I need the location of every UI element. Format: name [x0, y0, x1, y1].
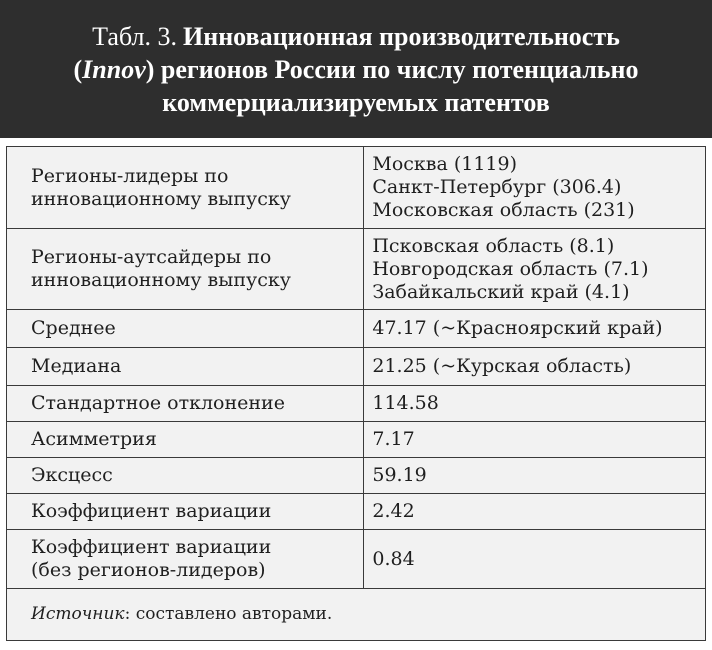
table-row [7, 229, 706, 310]
row-value: 21.25 (~Курская область) [364, 348, 706, 386]
caption-title-part-1: Инновационная производительность [182, 21, 620, 51]
table-row [7, 458, 706, 494]
statistics-table [6, 146, 706, 641]
row-label: Стандартное отклонение [7, 386, 364, 422]
table-row [7, 494, 706, 530]
table-row [7, 147, 706, 229]
table-source-note [7, 589, 706, 641]
row-label: Коэффициент вариации [7, 494, 364, 530]
source-label: Источник [31, 604, 125, 624]
row-label: Регионы-аутсайдеры по инновационному выпуску [7, 229, 364, 310]
table-row [7, 589, 706, 641]
table-row [7, 530, 706, 589]
caption-line-1 [92, 20, 620, 53]
table-number: Табл. 3. [92, 21, 177, 51]
caption-line-3 [162, 86, 550, 119]
row-value: 59.19 [364, 458, 706, 494]
table-row [7, 348, 706, 386]
caption-line-2 [73, 53, 638, 86]
row-label: Асимметрия [7, 422, 364, 458]
row-value: 2.42 [364, 494, 706, 530]
row-value: 7.17 [364, 422, 706, 458]
table-caption [0, 0, 712, 138]
caption-title-part-3: коммерциализируемых патентов [162, 87, 550, 117]
row-label: Регионы-лидеры по инновационному выпуску [7, 147, 364, 229]
source-text: : составлено авторами. [124, 604, 333, 624]
row-label: Коэффициент вариации (без регионов-лидеров) [7, 530, 364, 589]
caption-paren-open: ( [73, 54, 83, 84]
caption-innov-italic: Innov [82, 54, 146, 84]
row-label: Эксцесс [7, 458, 364, 494]
table-row [7, 310, 706, 348]
table-row [7, 422, 706, 458]
row-value: 0.84 [364, 530, 706, 589]
row-value: 47.17 (~Красноярский край) [364, 310, 706, 348]
row-label: Среднее [7, 310, 364, 348]
row-value: Москва (1119) Санкт-Петербург (306.4) Московская область (231) [364, 147, 706, 229]
caption-title-part-2: ) регионов России по числу потенциально [145, 54, 639, 84]
row-value: 114.58 [364, 386, 706, 422]
row-label: Медиана [7, 348, 364, 386]
table-row [7, 386, 706, 422]
row-value: Псковская область (8.1) Новгородская область (7.1) Забайкальский край (4.1) [364, 229, 706, 310]
